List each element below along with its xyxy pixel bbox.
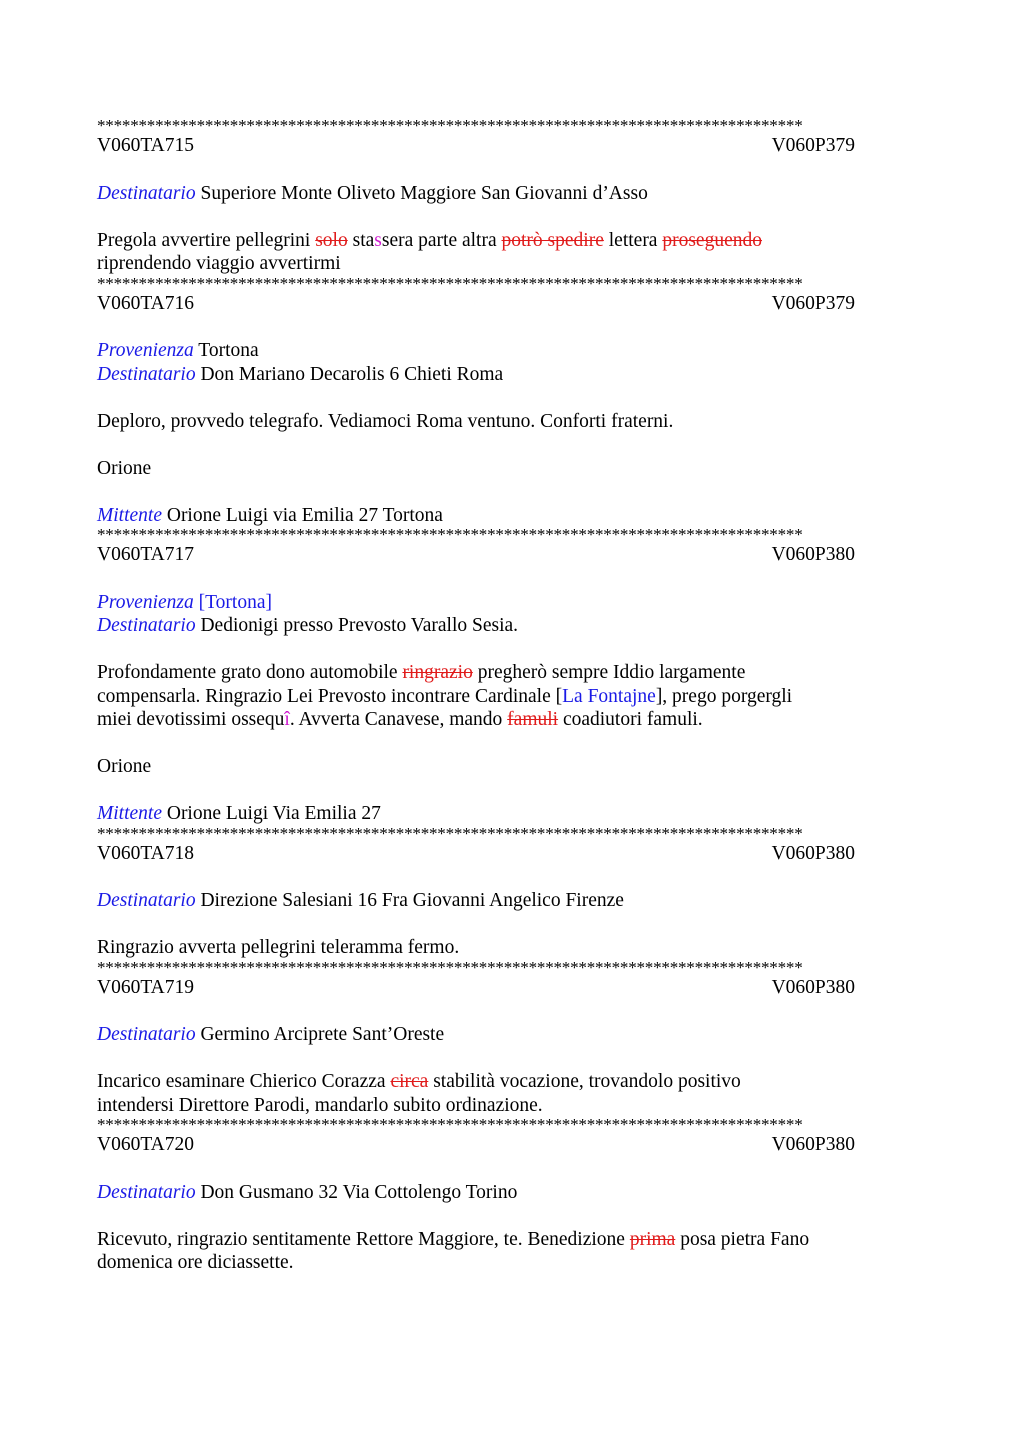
recipient-line [97, 1181, 927, 1205]
corrected-char: î [284, 709, 290, 730]
body-text: compensarla. Ringrazio Lei Prevosto incontrare Cardinale [ [97, 685, 563, 707]
body-text: . Avverta Canavese, mando [289, 709, 508, 730]
origin-line [97, 339, 927, 363]
body-text: posa pietra Fano [675, 1228, 810, 1250]
recipient: Superiore Monte Oliveto Maggiore San Giovanni d’Asso [200, 182, 648, 204]
body-text: Profondamente grato dono automobile [97, 662, 403, 683]
telegram-body: Deploro, provvedo telegrafo. Vediamoci Roma ventuno. Conforti fraterni. [97, 410, 674, 432]
entry-id: V060TA720 [97, 1134, 195, 1155]
separator: ************************************************************************************* [97, 959, 803, 976]
separator: ************************************************************************************* [97, 527, 803, 543]
entry-header [97, 543, 855, 567]
page-ref: V060P379 [771, 135, 855, 156]
page-ref: V060P380 [771, 976, 855, 998]
deleted-text: circa [390, 1071, 429, 1092]
editorial-name: La Fontajne [562, 685, 656, 707]
entry-header [97, 134, 855, 158]
recipient-label: Destinatario [97, 890, 196, 911]
body-text: intendersi Direttore Parodi, mandarlo subito ordinazione. [97, 1094, 543, 1116]
recipient-label: Destinatario [97, 1024, 196, 1045]
entry-id: V060TA719 [97, 976, 195, 998]
recipient-line [97, 614, 927, 638]
origin-bracket: [ [198, 591, 206, 613]
entry-header [97, 1133, 855, 1157]
telegram-body [97, 229, 927, 276]
page-ref: V060P380 [771, 1134, 855, 1155]
recipient-label: Destinatario [97, 182, 196, 204]
sender-line [97, 802, 927, 826]
deleted-text: prima [629, 1228, 676, 1250]
body-text: Incarico esaminare Chierico Corazza [97, 1071, 391, 1092]
recipient-line [97, 363, 927, 387]
telegram-body [97, 1070, 927, 1117]
telegram-body [97, 661, 927, 732]
separator: ************************************************************************************* [97, 275, 803, 292]
sender-line [97, 504, 927, 528]
deleted-text: famuli [507, 709, 559, 730]
recipient: Don Gusmano 32 Via Cottolengo Torino [200, 1181, 518, 1203]
deleted-text: potrò spedire [501, 229, 604, 251]
body-text: riprendendo viaggio avvertirmi [97, 253, 341, 274]
recipient: Direzione Salesiani 16 Fra Giovanni Angelico Firenze [200, 890, 624, 911]
page-ref: V060P379 [771, 292, 855, 314]
recipient-line [97, 889, 927, 913]
body-text: Pregola avvertire pellegrini [97, 229, 316, 251]
body-text: Ricevuto, ringrazio sentitamente Rettore Maggiore, te. Benedizione [97, 1228, 630, 1250]
entry-header [97, 292, 855, 316]
signature: Orione [97, 457, 152, 479]
body-text: domenica ore diciassette. [97, 1252, 294, 1273]
sender: Orione Luigi via Emilia 27 Tortona [166, 504, 443, 526]
sender-label: Mittente [97, 803, 162, 824]
recipient-label: Destinatario [97, 615, 196, 636]
origin-line [97, 591, 927, 615]
origin-label: Provenienza [97, 340, 194, 361]
sender: Orione Luigi Via Emilia 27 [166, 803, 381, 824]
page-ref: V060P380 [771, 544, 855, 565]
recipient: Dedionigi presso Prevosto Varallo Sesia. [200, 615, 519, 636]
body-text: lettera [603, 229, 663, 251]
origin: Tortona [198, 340, 259, 361]
entry-id: V060TA718 [97, 842, 195, 864]
recipient: Don Mariano Decarolis 6 Chieti Roma [200, 363, 504, 385]
body-text: sta [347, 229, 375, 251]
deleted-text: ringrazio [402, 662, 473, 683]
telegram-body [97, 1228, 927, 1275]
recipient: Germino Arciprete Sant’Oreste [200, 1024, 445, 1045]
origin-label: Provenienza [97, 591, 194, 613]
origin: Tortona [205, 591, 266, 613]
entry-header [97, 976, 855, 1000]
deleted-text: proseguendo [662, 229, 762, 251]
separator: ************************************************************************************* [97, 118, 803, 134]
recipient-line [97, 182, 927, 206]
separator: ************************************************************************************* [97, 825, 803, 842]
page-ref: V060P380 [771, 842, 855, 864]
telegram-body: Ringrazio avverta pellegrini teleramma fermo. [97, 937, 460, 958]
sender-label: Mittente [97, 504, 162, 526]
entry-header [97, 842, 855, 866]
document-page [97, 118, 927, 1275]
body-text: sera parte altra [381, 229, 502, 251]
signature: Orione [97, 756, 152, 777]
recipient-line [97, 1023, 927, 1047]
separator: ************************************************************************************* [97, 1117, 803, 1133]
body-text: stabilità vocazione, trovandolo positivo [428, 1071, 741, 1092]
entry-id: V060TA715 [97, 135, 195, 156]
recipient-label: Destinatario [97, 1181, 196, 1203]
origin-bracket: ] [265, 591, 272, 613]
recipient-label: Destinatario [97, 363, 196, 385]
body-text: coadiutori famuli. [558, 709, 703, 730]
body-text: miei devotissimi ossequ [97, 709, 285, 730]
body-text: ], prego porgergli [655, 685, 793, 707]
body-text: pregherò sempre Iddio largamente [472, 662, 746, 683]
deleted-text: solo [315, 229, 348, 251]
corrected-char: s [374, 229, 382, 251]
entry-id: V060TA716 [97, 292, 195, 314]
entry-id: V060TA717 [97, 544, 195, 565]
